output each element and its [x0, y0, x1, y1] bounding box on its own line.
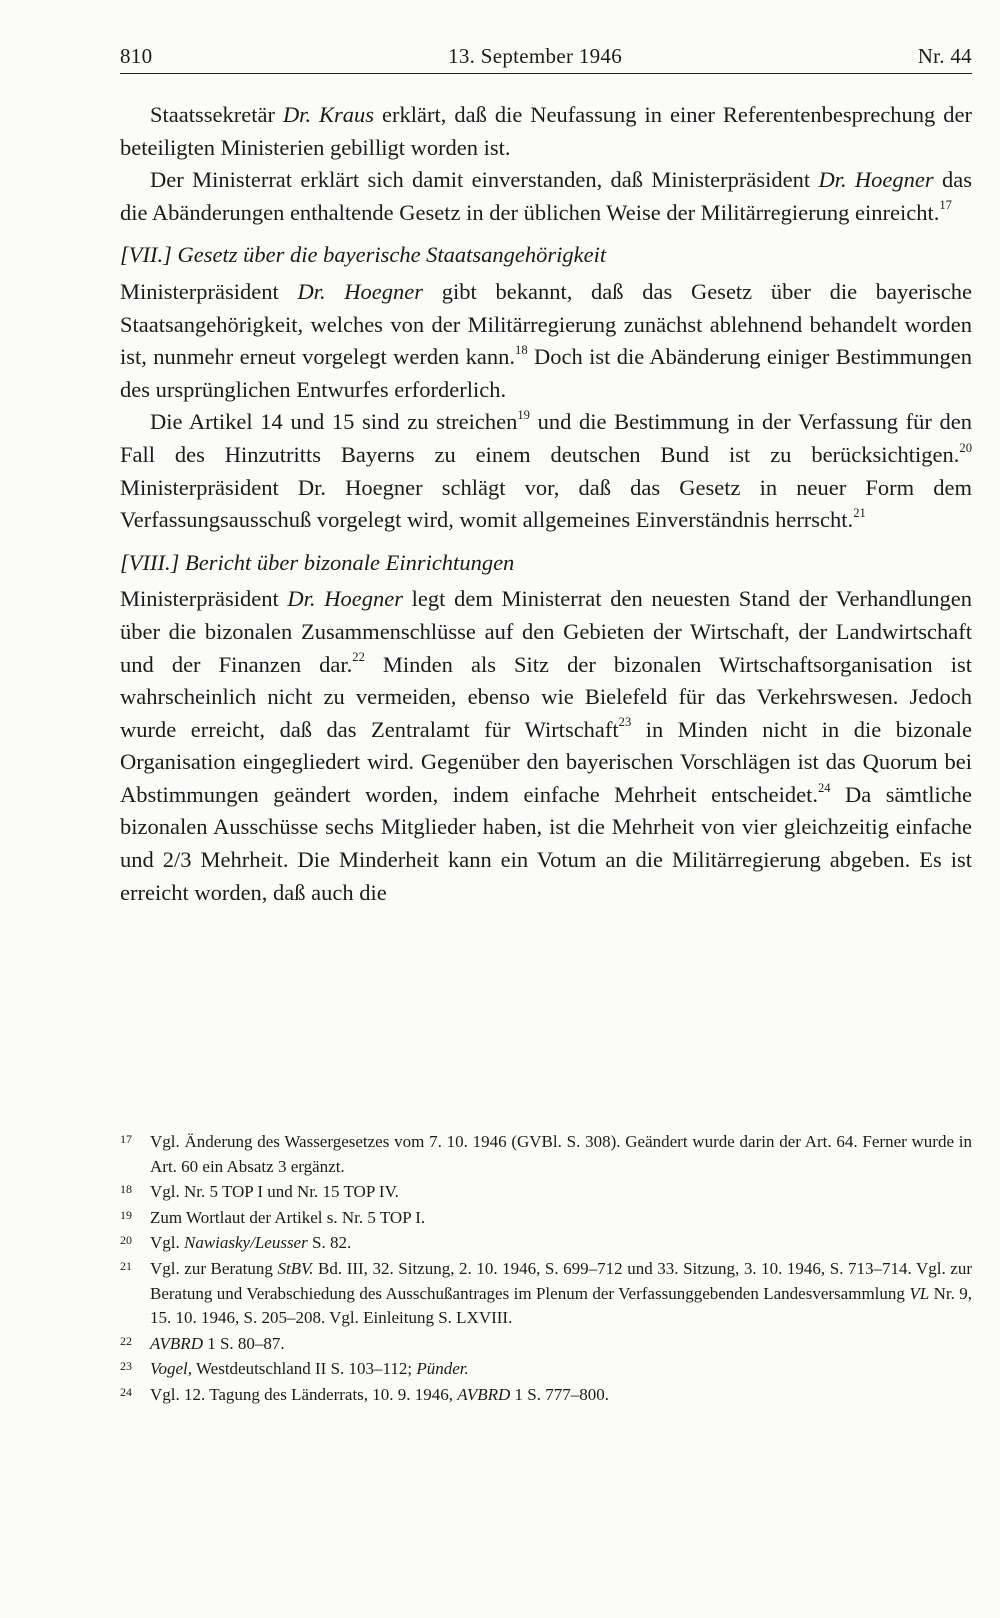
section-number: [VII.] [120, 242, 172, 268]
footnote-ref-22: 22 [352, 650, 365, 665]
footnote-ref-17: 17 [939, 198, 952, 213]
paragraph-kraus: Staatssekretär Dr. Kraus erklärt, daß die Neufassung in einer Referentenbesprechung der beteiligten Ministerien gebilligt worden ist. [120, 102, 973, 160]
footnote-23: 23 Vogel, Westdeutschland II S. 103–112; Pünder. [120, 1359, 469, 1379]
footnotes [120, 1130, 972, 1409]
footnote-ref-24: 24 [817, 780, 831, 795]
footnote-22: 22 AVBRD 1 S. 80–87. [120, 1333, 285, 1353]
footnote-20: 20 Vgl. Nawiasky/Leusser S. 82. [120, 1233, 352, 1253]
page-number: 810 [120, 44, 153, 68]
paragraph-bizonal: Ministerpräsident Dr. Hoegner legt dem Ministerrat den neuesten Stand der Verhandlungen über die bizonalen Zusammenschlüsse auf den Gebieten der Wirtschaft, der Landwirtschaft und der Finanzen dar.$^{22}$ Minden als Sitz der bizonalen Wirtschaftsorganisation ist wahrscheinlich nicht zu vermeiden, ebenso wie Bielefeld für das Verkehrswesen. Jedoch wurde erreicht, daß das Zentralamt für Wirtschaft$^{23}$ in Minden nicht in die bizonale Organisation eingegliedert wird. Gegenüber den bayerischen Vorschlägen ist das Quorum bei Abstimmungen geändert worden, indem einfache Mehrheit entscheidet.$^{24}$ Da sämtliche bizonalen Ausschüsse sechs Mitglieder haben, ist die Mehrheit von vier gleichzeitig einfache und 2/3 Mehrheit. Die Minderheit kann ein Votum an die Militärregierung abgeben. Es ist erreicht worden, daß auch die [120, 586, 972, 905]
footnote-ref-21: 21 [853, 505, 866, 520]
footnote-17: 17 Vgl. Änderung des Wassergesetzes vom 7. 10. 1946 (GVBl. S. 308). Geändert wurde darin der Art. 64. Ferner wurde in Art. 60 ein Absatz 3 ergänzt. [120, 1132, 972, 1176]
section-title: Bericht über bizonale Einrichtungen [184, 549, 515, 575]
section-title: Gesetz über die bayerische Staatsangehörigkeit [177, 242, 607, 268]
paragraph-staatsangehoerigkeit: Ministerpräsident Dr. Hoegner gibt bekannt, daß das Gesetz über die bayerische Staatsangehörigkeit, welches von der Militärregierung zunächst ablehnend behandelt worden ist, nunmehr erneut vorgelegt werden kann.$^{18}$ Doch ist die Abänderung einiger Bestimmungen des ursprünglichen Entwurfes erforderlich. [120, 278, 972, 402]
running-header [120, 44, 972, 69]
footnote-21: 21 Vgl. zur Beratung StBV. Bd. III, 32. Sitzung, 2. 10. 1946, S. 699–712 und 33. Sitzung, 3. 10. 1946, S. 713–714. Vgl. zur Beratung und Verabschiedung des Ausschußantrages im Plenum der Verfassunggebenden Landesversammlung VL Nr. 9, 15. 10. 1946, S. 205–208. Vgl. Einleitung S. LXVIII. [120, 1258, 972, 1328]
footnote-19: 19 Zum Wortlaut der Artikel s. Nr. 5 TOP I. [120, 1207, 426, 1227]
footnote-ref-18: 18 [515, 342, 528, 357]
footnote-18: 18 Vgl. Nr. 5 TOP I und Nr. 15 TOP IV. [120, 1182, 399, 1202]
footnote-ref-19: 19 [517, 407, 530, 422]
footnote-ref-23: 23 [618, 715, 632, 730]
footnote-ref-20: 20 [959, 440, 972, 455]
main-text [120, 99, 972, 909]
section-heading-viii [120, 547, 972, 580]
paragraph-ministerrat: Der Ministerrat erklärt sich damit einverstanden, daß Ministerpräsident Dr. Hoegner das die Abänderungen enthaltende Gesetz in der üblichen Weise der Militärregierung einreicht.$^{17}$ [120, 167, 972, 225]
paragraph-artikel: Die Artikel 14 und 15 sind zu streichen$^{19}$ und die Bestimmung in der Verfassung für den Fall des Hinzutritts Bayerns zu einem deutschen Bund ist zu berücksichtigen.$^{20}$ Ministerpräsident Dr. Hoegner schlägt vor, daß das Gesetz in neuer Form dem Verfassungsausschuß vorgelegt wird, womit allgemeines Einverständnis herrscht.$^{21}$ [120, 407, 972, 533]
document-number: Nr. 44 [917, 44, 972, 68]
footnote-24: 24 Vgl. 12. Tagung des Länderrats, 10. 9. 1946, AVBRD 1 S. 777–800. [120, 1384, 609, 1404]
header-date: 13. September 1946 [448, 44, 623, 68]
section-number: [VIII.] [120, 549, 180, 575]
header-rule [120, 73, 972, 74]
section-heading-vii [120, 239, 972, 272]
